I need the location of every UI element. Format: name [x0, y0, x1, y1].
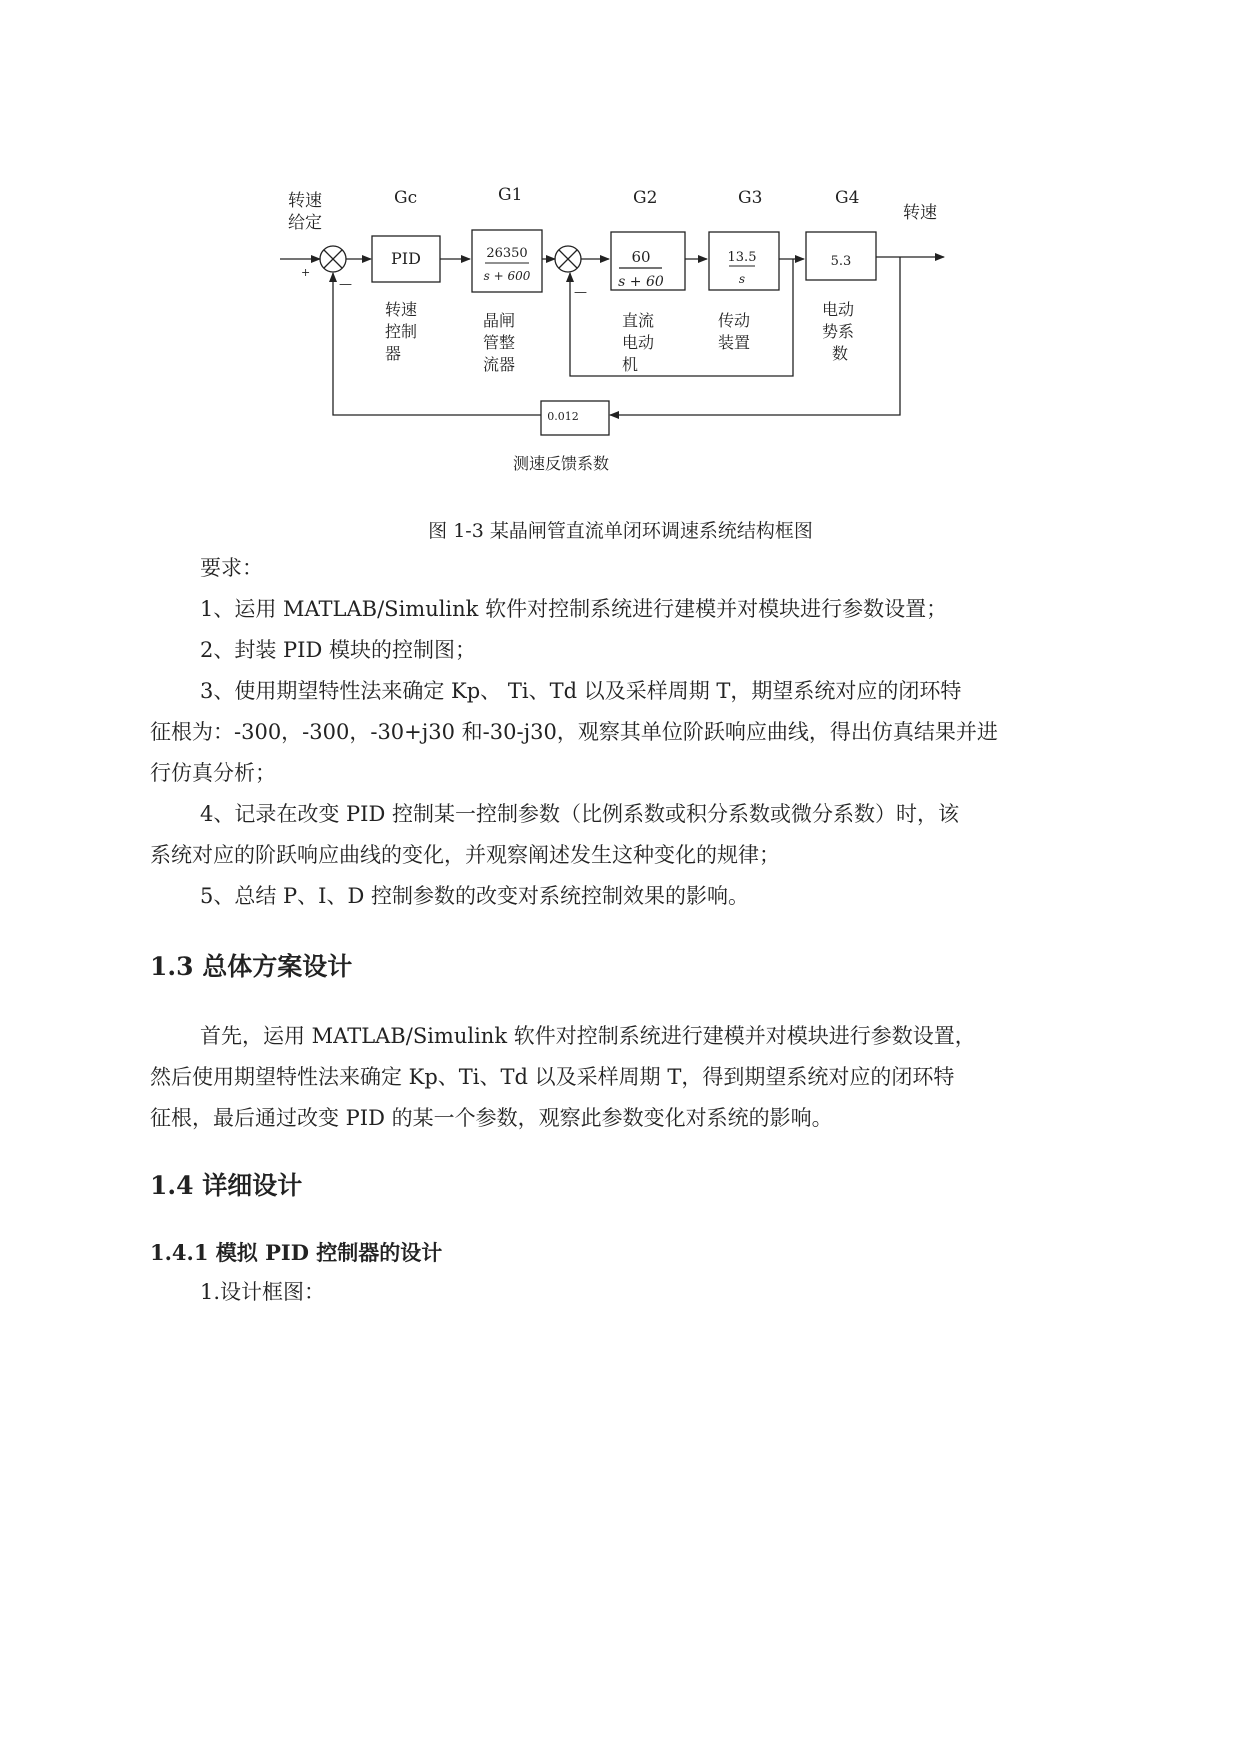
g1-desc-3: 流器 [483, 355, 516, 374]
input-label-line2: 给定 [288, 213, 322, 233]
requirement-5: 5、总结 P、I、D 控制参数的改变对系统控制效果的影响。 [200, 884, 749, 908]
g4-desc-2: 势系 [822, 322, 855, 341]
g1-denominator: s + 600 [483, 269, 531, 283]
requirement-2: 2、封装 PID 模块的控制图； [200, 638, 476, 662]
requirement-4-line1: 4、记录在改变 PID 控制某一控制参数（比例系数或积分系数或微分系数）时，该 [200, 802, 959, 826]
g1-desc-2: 管整 [483, 333, 516, 352]
g2-desc-3: 机 [622, 355, 639, 374]
section-1-3-line1: 首先，运用 MATLAB/Simulink 软件对控制系统进行建模并对模块进行参数设置， [200, 1024, 976, 1048]
requirement-3-line1: 3、使用期望特性法来确定 Kp、 Ti、Td 以及采样周期 T，期望系统对应的闭环特 [200, 679, 962, 703]
g3-denominator: s [738, 272, 746, 286]
g4-desc-1: 电动 [822, 300, 855, 319]
gc-label: Gc [394, 188, 418, 208]
g1-desc-1: 晶闸 [483, 311, 516, 330]
requirement-3-line3: 行仿真分析； [150, 761, 276, 785]
g2-desc-1: 直流 [622, 311, 655, 330]
requirement-4-line2: 系统对应的阶跃响应曲线的变化，并观察阐述发生这种变化的规律； [150, 843, 780, 867]
requirements-title: 要求： [200, 556, 263, 580]
g3-desc-2: 装置 [718, 333, 751, 352]
summing-junction-2 [555, 246, 581, 272]
minus-sign-1: — [339, 277, 352, 292]
g3-label: G3 [738, 188, 763, 208]
section-1-4-heading: 1.4 详细设计 [150, 1171, 303, 1200]
g3-desc-1: 传动 [718, 311, 751, 330]
g4-label: G4 [835, 188, 860, 208]
g4-desc-3: 数 [832, 344, 849, 363]
pid-block-label: PID [391, 249, 421, 268]
section-1-4-1-line1: 1.设计框图： [200, 1280, 326, 1304]
feedback-label: 测速反馈系数 [513, 454, 610, 473]
section-1-3-line3: 征根，最后通过改变 PID 的某一个参数，观察此参数变化对系统的影响。 [150, 1106, 833, 1130]
plus-sign: + [301, 266, 311, 279]
g2-numerator: 60 [631, 248, 651, 266]
block-diagram [0, 0, 1241, 500]
gc-desc-3: 器 [385, 344, 402, 363]
input-label-line1: 转速 [288, 191, 322, 211]
section-1-4-1-heading: 1.4.1 模拟 PID 控制器的设计 [150, 1240, 443, 1265]
feedback-value: 0.012 [547, 410, 579, 423]
requirement-3-line2: 征根为：-300，-300，-30+j30 和-30-j30，观察其单位阶跃响应曲线，得出仿真结果并进 [150, 720, 998, 744]
g1-label: G1 [498, 185, 523, 205]
g2-desc-2: 电动 [622, 333, 655, 352]
g3-numerator: 13.5 [727, 250, 757, 265]
section-1-3-heading: 1.3 总体方案设计 [150, 952, 353, 981]
g1-numerator: 26350 [486, 246, 528, 261]
summing-junction-1 [320, 246, 346, 272]
gc-desc-2: 控制 [385, 322, 418, 341]
g2-denominator: s + 60 [618, 274, 664, 290]
output-label: 转速 [903, 203, 937, 223]
inner-feedback-loop [570, 259, 793, 376]
minus-sign-2: — [574, 285, 587, 300]
g2-label: G2 [633, 188, 658, 208]
requirement-1: 1、运用 MATLAB/Simulink 软件对控制系统进行建模并对模块进行参数设置； [200, 597, 948, 621]
g4-value: 5.3 [830, 254, 852, 269]
figure-caption: 图 1-3 某晶闸管直流单闭环调速系统结构框图 [428, 520, 813, 542]
gc-desc-1: 转速 [385, 300, 418, 319]
section-1-3-line2: 然后使用期望特性法来确定 Kp、Ti、Td 以及采样周期 T，得到期望系统对应的闭环特 [150, 1065, 955, 1089]
